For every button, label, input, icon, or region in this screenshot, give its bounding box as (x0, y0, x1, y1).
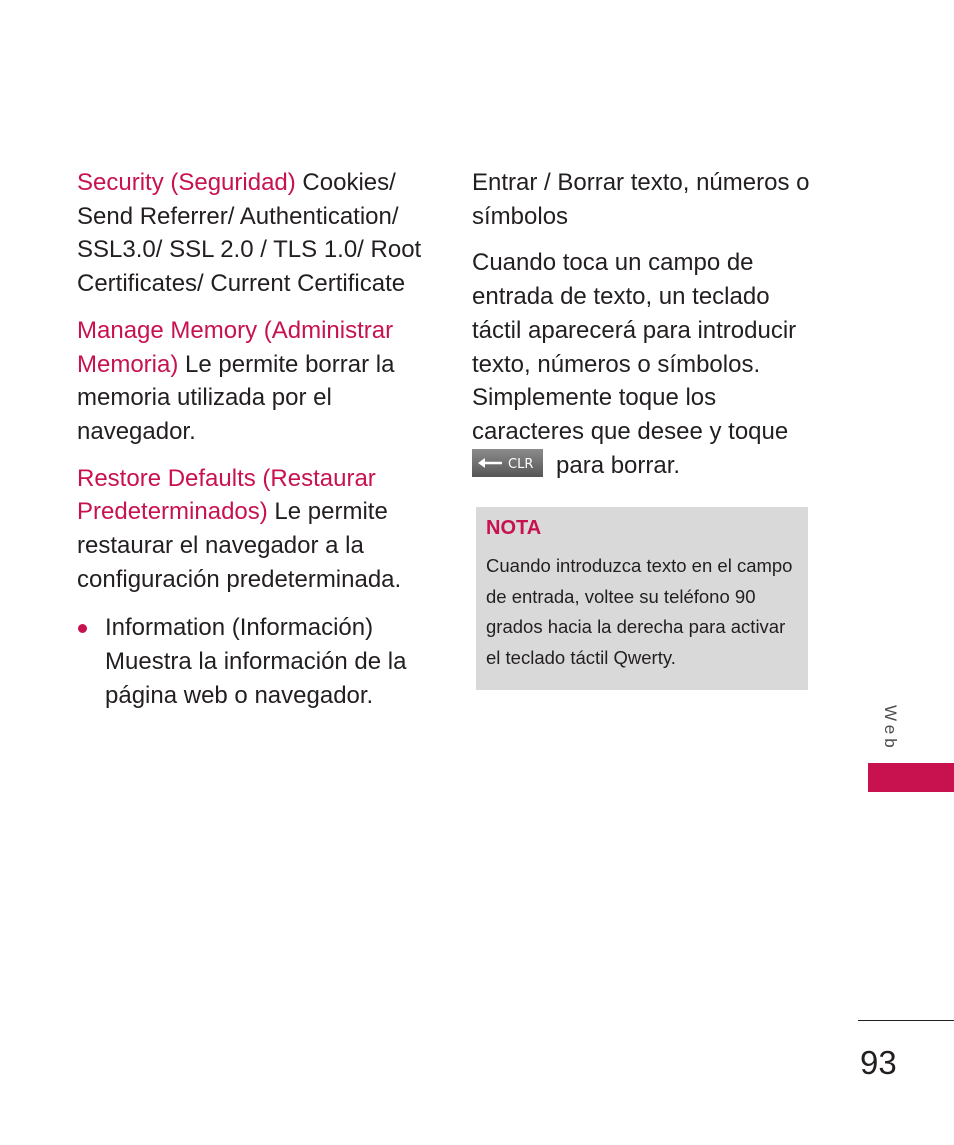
left-column (77, 166, 432, 713)
information-title: Information (Información) (105, 614, 374, 642)
text-entry-instructions (472, 246, 812, 482)
bullet-dot-icon (78, 624, 87, 633)
restore-defaults-entry (77, 462, 432, 597)
page-number-rule (858, 1020, 954, 1021)
page-number: 93 (860, 1044, 897, 1081)
instructions-text-end: para borrar. (556, 451, 681, 479)
section-heading: Entrar / Borrar texto, números o símbolos (472, 169, 810, 230)
section-tab-label: Web (881, 705, 900, 752)
security-description: Cookies/ Send Referrer/ Authentication/ SSL3.0/ SSL 2.0 / TLS 1.0/ Root Certificates/ Current Certificate (77, 169, 422, 298)
manage-memory-entry (77, 314, 432, 449)
right-column (472, 166, 812, 495)
note-text: Cuando introduzca texto en el campo de entrada, voltee su teléfono 90 grados hacia la derecha para activar el teclado táctil Qwerty. (486, 555, 793, 668)
section-tab-marker (868, 763, 954, 792)
restore-defaults-term: Restore Defaults (Restaurar Predeterminados) (77, 464, 376, 526)
note-title: NOTA (486, 517, 542, 539)
restore-defaults-description: Le permite restaurar el navegador a la configuración predeterminada. (77, 498, 402, 593)
note-box (476, 507, 808, 690)
security-term: Security (Seguridad) (77, 169, 296, 196)
clr-key-label: CLR (508, 457, 534, 473)
instructions-text: Cuando toca un campo de entrada de texto, un teclado táctil aparecerá para introducir texto, números o símbolos. Simplemente toque los caracteres que desee y toque (472, 249, 797, 445)
backspace-clr-key-icon (472, 449, 543, 477)
security-entry (77, 166, 432, 301)
information-description: Muestra la información de la página web o navegador. (105, 648, 407, 709)
manage-memory-term: Manage Memory (Administrar Memoria) (77, 316, 394, 378)
manage-memory-description: Le permite borrar la memoria utilizada por el navegador. (77, 350, 395, 445)
information-bullet (77, 611, 432, 712)
